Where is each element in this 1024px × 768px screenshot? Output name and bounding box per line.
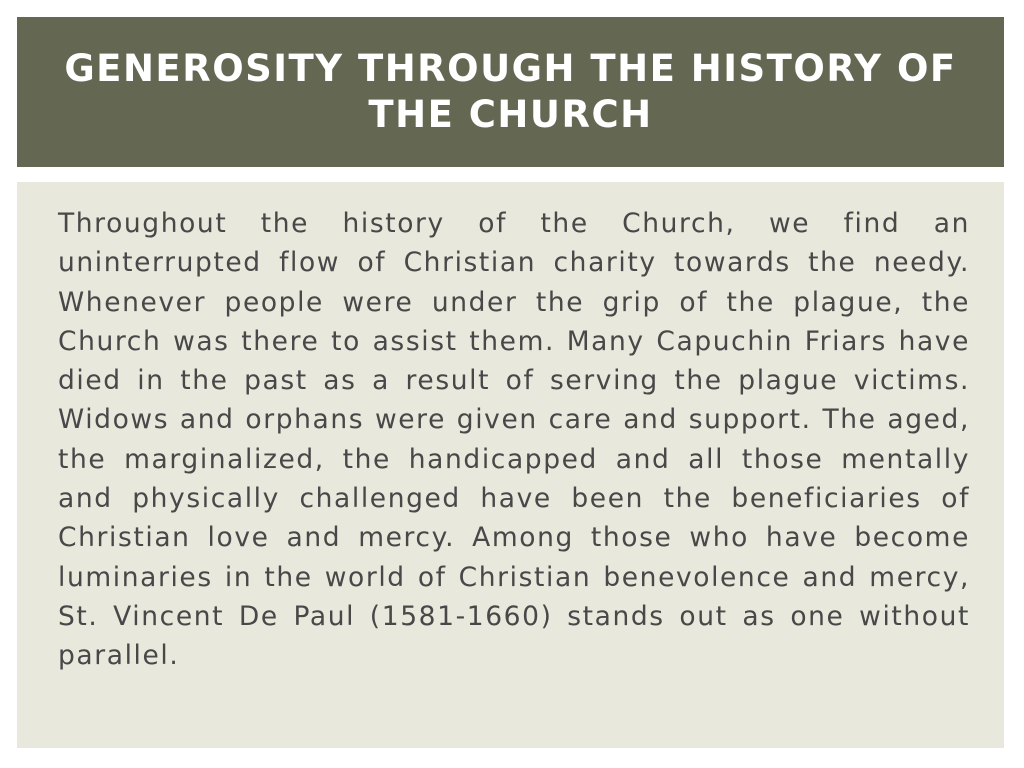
slide-title: GENEROSITY THROUGH THE HISTORY OF THE CHURCH bbox=[64, 47, 957, 136]
title-bar bbox=[17, 17, 1004, 167]
body-paragraph: Throughout the history of the Church, we find an uninterrupted flow of Christian charity towards the needy. Whenever people were under the grip of the plague, the Church was there to assist them. Many Capuchin Friars have died in the past as a result of serving the plague victims. Widows and orphans were given care and support. The aged, the marginalized, the handicapped and all those mentally and physically challenged have been the beneficiaries of Christian love and mercy. Among those who have become luminaries in the world of Christian benevolence and mercy, St. Vincent De Paul (1581-1660) stands out as one without parallel. bbox=[58, 208, 970, 672]
content-box bbox=[17, 182, 1004, 748]
